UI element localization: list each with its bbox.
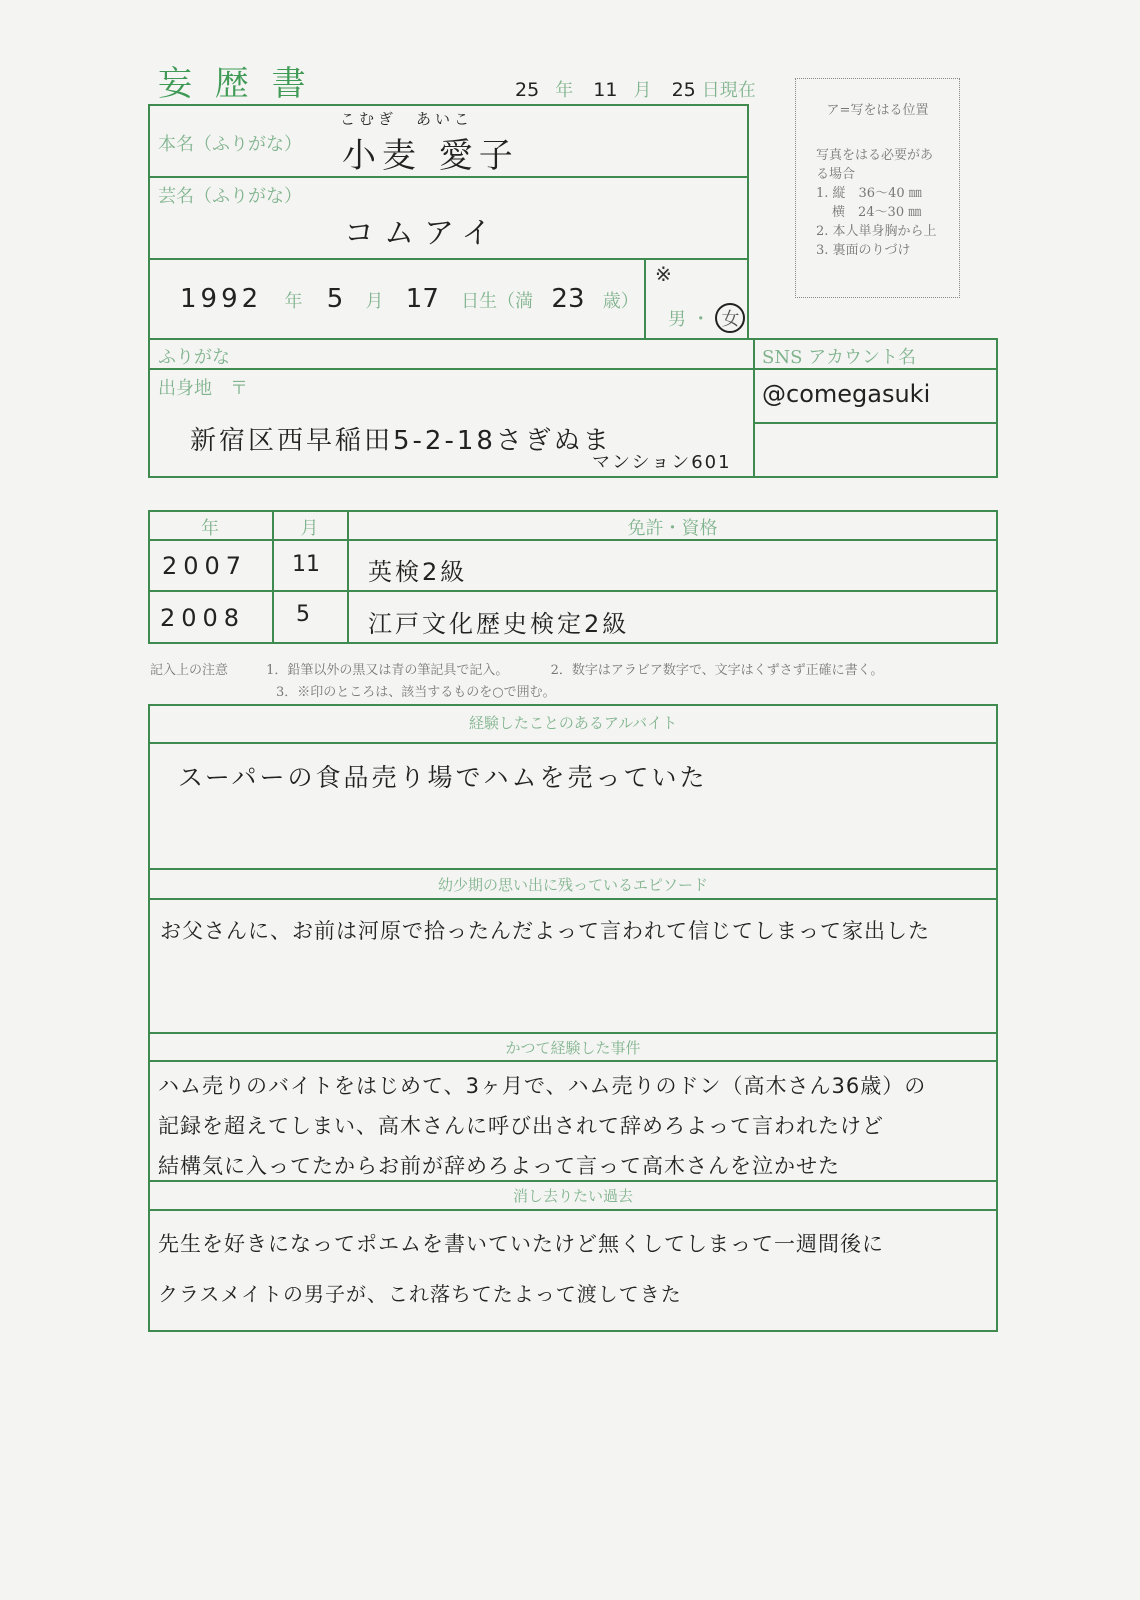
incident-line2: 記録を超えてしまい、高木さんに呼び出されて辞めろよって言われたけど [158, 1114, 884, 1138]
past-line1: 先生を好きになってポエムを書いていたけど無くしてしまって一週間後に [158, 1232, 884, 1256]
incident-line3: 結構気に入ってたからお前が辞めろよって言って高木さんを泣かせた [158, 1154, 840, 1178]
qual-row1-year: 2007 [162, 552, 248, 580]
qual-row1-text: 英検2級 [368, 558, 468, 586]
photo-line5: 2. 本人単身胸から上 [816, 224, 937, 239]
sex-female: 女 [715, 303, 745, 333]
photo-line2: る場合 [816, 167, 856, 182]
furigana-label: ふりがな [158, 347, 230, 368]
origin-line2: マンション601 [592, 452, 732, 473]
incident-label: かつて経験した事件 [505, 1039, 641, 1057]
date-day: 25 [671, 79, 696, 101]
date-line [515, 76, 756, 102]
birth-day-label: 日生（満 [461, 291, 534, 312]
photo-line1: 写真をはる必要があ [816, 148, 934, 163]
qual-row2-month: 5 [296, 602, 310, 627]
photo-line3: 1. 縦 36〜40 ㎜ [816, 186, 922, 201]
photo-title: ア=写をはる位置 [826, 103, 929, 118]
note-1: 1．鉛筆以外の黒又は青の筆記具で記入。 [266, 663, 509, 678]
stage-name-label: 芸名（ふりがな） [158, 186, 302, 207]
date-year: 25 [515, 79, 540, 101]
birth-month-label: 月 [365, 291, 384, 312]
youth-text: お父さんに、お前は河原で拾ったんだよって言われて信じてしまって家出した [160, 919, 930, 943]
date-day-label: 日現在 [701, 80, 756, 101]
entry-notes [150, 660, 1000, 704]
incident-line1: ハム売りのバイトをはじめて、3ヶ月で、ハム売りのドン（高木さん36歳）の [158, 1074, 927, 1098]
baito-text: スーパーの食品売り場でハムを売っていた [178, 763, 708, 792]
qual-header-license: 免許・資格 [627, 518, 718, 539]
birth-year-label: 年 [284, 291, 303, 312]
birth-day: 17 [405, 284, 439, 314]
sns-value: @comegasuki [762, 380, 931, 408]
photo-placeholder [795, 78, 960, 298]
qual-header-year: 年 [201, 518, 219, 539]
stage-name-value: コムアイ [344, 216, 502, 251]
note-3: 3．※印のところは、該当するものを○で囲む。 [276, 685, 556, 700]
sex-male: 男 [668, 309, 686, 330]
name-value: 小麦 愛子 [342, 136, 519, 176]
sex-dot: ・ [691, 309, 710, 330]
date-month-label: 月 [633, 80, 652, 101]
birth-line [180, 284, 639, 314]
sns-label: SNS アカウント名 [762, 347, 916, 368]
name-label: 本名（ふりがな） [158, 134, 302, 155]
sex-selector [668, 303, 745, 333]
sex-mark: ※ [655, 262, 672, 286]
qual-row1-month: 11 [292, 552, 320, 577]
past-label: 消し去りたい過去 [512, 1187, 633, 1205]
baito-label: 経験したことのあるアルバイト [468, 714, 678, 732]
notes-label: 記入上の注意 [150, 663, 229, 678]
photo-line6: 3. 裏面のりづけ [816, 243, 911, 258]
qual-header-month: 月 [300, 518, 319, 539]
name-furigana: こむぎ あいこ [340, 110, 474, 128]
origin-label: 出身地 〒 [158, 378, 248, 399]
youth-label: 幼少期の思い出に残っているエピソード [437, 876, 708, 894]
birth-year: 1992 [180, 284, 263, 314]
birth-month: 5 [326, 284, 344, 314]
origin-line1: 新宿区西早稲田5-2-18さぎぬま [190, 426, 612, 456]
date-month: 11 [593, 79, 618, 101]
note-2: 2．数字はアラビア数字で、文字はくずさず正確に書く。 [550, 663, 884, 678]
qual-row2-text: 江戸文化歴史検定2級 [368, 610, 630, 638]
date-year-label: 年 [555, 80, 574, 101]
photo-line4: 横 24〜30 ㎜ [832, 205, 922, 220]
birth-age-label: 歳） [602, 291, 639, 312]
qual-row2-year: 2008 [160, 604, 246, 632]
past-line2: クラスメイトの男子が、これ落ちてたよって渡してきた [158, 1282, 682, 1306]
document-title: 妄 歴 書 [158, 64, 312, 104]
birth-age: 23 [551, 284, 585, 314]
